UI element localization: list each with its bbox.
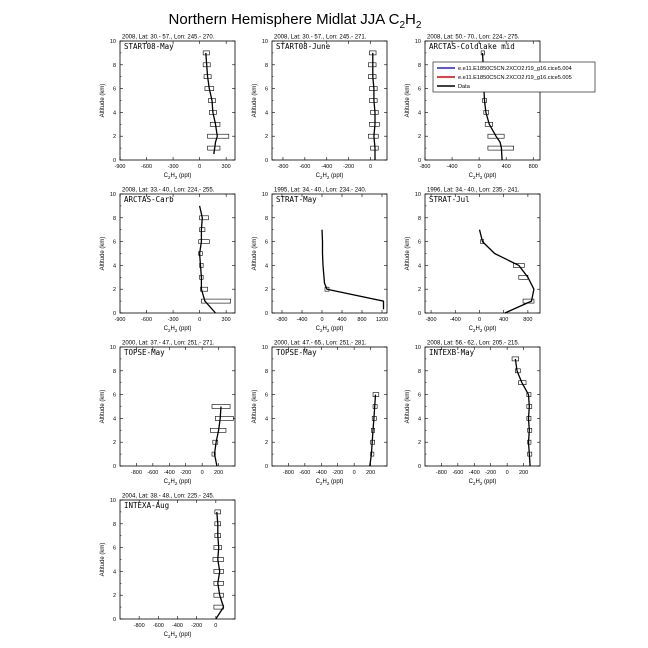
error-bar xyxy=(199,240,210,244)
x-axis-label-part: (ppt) xyxy=(329,173,344,179)
x-tick-label: -200 xyxy=(191,623,203,629)
panel-header: 1995, Lat: 34.- 40., Lon: 234.- 240. xyxy=(274,187,367,194)
y-tick-label: 8 xyxy=(417,62,421,69)
y-tick-label: 0 xyxy=(417,311,421,317)
legend xyxy=(433,62,595,92)
y-tick-label: 2 xyxy=(112,440,116,447)
x-axis-label xyxy=(164,479,192,486)
x-axis-label-part: 2 xyxy=(167,328,171,333)
x-axis-label-part: (ppt) xyxy=(482,479,497,485)
y-tick-label: 0 xyxy=(264,311,268,317)
x-axis-label xyxy=(316,326,344,333)
error-bar xyxy=(214,593,224,597)
panel-label: START08-June xyxy=(276,42,331,51)
panel-label: INTEXA-Aug xyxy=(124,501,170,510)
x-tick-label: -400 xyxy=(321,164,333,170)
panel-header: 2008, Lat: 30.- 57., Lon: 245.- 271. xyxy=(274,34,367,41)
legend-label: e.e11.E1850C5CN.2XCO2.f19_g16.cice5.005 xyxy=(458,75,572,81)
x-tick-label: 300 xyxy=(221,164,231,170)
y-tick-label: 0 xyxy=(264,158,268,164)
y-tick-label: 10 xyxy=(414,192,421,198)
x-axis-label-part: 2 xyxy=(167,481,171,486)
x-axis-label-part: 2 xyxy=(326,328,330,333)
panel-label: INTEXB-May xyxy=(429,348,475,357)
x-axis-label-part: H xyxy=(170,326,175,332)
legend-label: e.e11.E1850C5CN.2XCO2.f19_g16.cice5.004 xyxy=(458,66,572,72)
panel-9 xyxy=(405,341,540,487)
x-tick-label: -600 xyxy=(452,470,464,476)
y-tick-label: 4 xyxy=(112,416,116,423)
x-axis-label-part: C xyxy=(468,173,473,179)
y-tick-label: 10 xyxy=(109,345,116,351)
y-tick-label: 0 xyxy=(112,311,116,317)
y-tick-label: 4 xyxy=(417,110,421,117)
y-tick-label: 6 xyxy=(417,86,421,93)
y-tick-label: 10 xyxy=(261,192,268,198)
panel-header: 2008, Lat: 30.- 57., Lon: 245.- 270. xyxy=(122,34,215,41)
y-tick-label: 8 xyxy=(112,521,116,528)
x-axis-label-part: 2 xyxy=(479,328,483,333)
x-axis-label-part: 2 xyxy=(326,175,330,180)
y-tick-label: 6 xyxy=(112,392,116,399)
x-axis-label-part: 2 xyxy=(174,175,178,180)
y-tick-label: 4 xyxy=(264,263,268,270)
y-tick-label: 2 xyxy=(417,440,421,447)
y-axis-label: Altitude (km) xyxy=(100,542,106,577)
x-tick-label: 800 xyxy=(523,317,533,323)
y-tick-label: 6 xyxy=(417,239,421,246)
y-tick-label: 6 xyxy=(112,239,116,246)
error-bar xyxy=(215,510,221,514)
x-tick-label: -600 xyxy=(152,623,164,629)
panel-label: ARCTAS-Coldlake mid xyxy=(429,42,515,51)
y-axis-label: Altitude (km) xyxy=(405,83,411,118)
y-axis-label: Altitude (km) xyxy=(252,83,258,118)
x-tick-label: 0 xyxy=(477,164,481,170)
x-tick-label: -300 xyxy=(167,164,179,170)
x-tick-label: -400 xyxy=(163,470,175,476)
y-tick-label: 2 xyxy=(112,287,116,294)
data-profile-line xyxy=(200,206,216,313)
x-axis-label-part: H xyxy=(475,326,480,332)
data-profile-line xyxy=(515,359,530,466)
x-tick-label: -800 xyxy=(419,164,431,170)
x-axis-label-part: C xyxy=(163,632,168,638)
data-profile-line xyxy=(373,53,375,160)
x-tick-label: -800 xyxy=(130,470,142,476)
x-tick-label: 0 xyxy=(200,470,204,476)
x-tick-label: 200 xyxy=(213,470,224,476)
y-tick-label: 0 xyxy=(112,158,116,164)
y-tick-label: 0 xyxy=(112,464,116,470)
y-tick-label: 2 xyxy=(417,287,421,294)
plot-frame xyxy=(425,194,540,313)
y-tick-label: 8 xyxy=(112,368,116,375)
x-axis-label-part: H xyxy=(322,479,327,485)
x-axis-label-part: C xyxy=(468,479,473,485)
error-bar xyxy=(200,216,209,220)
y-tick-label: 4 xyxy=(264,416,268,423)
y-tick-label: 0 xyxy=(112,617,116,623)
x-tick-label: 0 xyxy=(198,317,202,323)
x-tick-label: -800 xyxy=(276,317,288,323)
x-axis-label xyxy=(469,173,497,180)
x-axis-label-part: 2 xyxy=(167,634,171,639)
y-tick-label: 2 xyxy=(112,593,116,600)
y-tick-label: 10 xyxy=(109,192,116,198)
y-axis-label: Altitude (km) xyxy=(405,389,411,424)
panel-header: 2008, Lat: 56.- 62., Lon: 205.- 215. xyxy=(427,340,520,347)
y-tick-label: 10 xyxy=(109,39,116,45)
x-axis-label-part: C xyxy=(163,326,168,332)
error-bar xyxy=(208,146,220,150)
x-tick-label: 0 xyxy=(477,317,482,323)
x-axis-label-part: C xyxy=(315,479,320,485)
data-profile-line xyxy=(215,407,222,467)
y-tick-label: 6 xyxy=(264,86,268,93)
x-axis-label-part: 2 xyxy=(174,328,178,333)
y-tick-label: 6 xyxy=(264,239,268,246)
y-tick-label: 4 xyxy=(112,263,116,270)
panel-header: 2004, Lat: 38.- 48., Lon: 225.- 245. xyxy=(122,493,215,500)
y-tick-label: 6 xyxy=(417,392,421,399)
y-axis-label: Altitude (km) xyxy=(252,236,258,271)
y-tick-label: 0 xyxy=(417,464,421,470)
x-axis-label-part: (ppt) xyxy=(329,326,344,332)
panel-7 xyxy=(100,341,235,487)
panel-2 xyxy=(252,35,387,181)
y-tick-label: 8 xyxy=(264,368,268,375)
x-tick-label: -800 xyxy=(435,470,447,476)
plot-frame xyxy=(425,347,540,466)
error-bar xyxy=(214,569,224,573)
plot-frame xyxy=(272,194,387,313)
error-bar xyxy=(214,546,222,550)
x-tick-label: 300 xyxy=(221,317,231,323)
y-axis-label: Altitude (km) xyxy=(252,389,258,424)
y-tick-label: 10 xyxy=(261,345,268,351)
panel-header: 2008, Lat: 33.- 40., Lon: 224.- 255. xyxy=(122,187,215,194)
y-axis-label: Altitude (km) xyxy=(405,236,411,271)
x-tick-label: 400 xyxy=(501,164,511,170)
x-tick-label: -800 xyxy=(277,164,289,170)
x-tick-label: -400 xyxy=(315,470,327,476)
x-tick-label: 200 xyxy=(365,470,376,476)
y-tick-label: 4 xyxy=(264,110,268,117)
x-axis-label-part: C xyxy=(163,479,168,485)
figure-title: Northern Hemisphere Midlat JJA $C_2H_2$ xyxy=(168,11,422,31)
y-tick-label: 6 xyxy=(112,86,116,93)
y-tick-label: 2 xyxy=(112,134,116,141)
x-tick-label: -600 xyxy=(141,317,153,323)
x-tick-label: -300 xyxy=(167,317,179,323)
x-tick-label: 0 xyxy=(352,470,356,476)
x-axis-label-part: C xyxy=(315,173,320,179)
x-tick-label: -600 xyxy=(299,164,311,170)
y-tick-label: 8 xyxy=(417,215,421,222)
y-tick-label: 4 xyxy=(112,569,116,576)
x-axis-label-part: H xyxy=(170,173,175,179)
panel-label: ARCTAS-Carb xyxy=(124,195,174,204)
x-axis-label-part: H xyxy=(322,173,327,179)
x-tick-label: 400 xyxy=(337,317,347,323)
x-tick-label: 0 xyxy=(320,317,324,323)
plot-frame xyxy=(272,347,387,466)
x-axis-label-part: H xyxy=(475,173,480,179)
x-tick-label: -600 xyxy=(141,164,153,170)
y-tick-label: 6 xyxy=(112,545,116,552)
x-axis-label-part: (ppt) xyxy=(177,632,192,638)
x-tick-label: 0 xyxy=(198,164,202,170)
x-tick-label: 0 xyxy=(214,623,218,629)
panel-label: START08-May xyxy=(124,42,174,51)
panel-label: STRAT-May xyxy=(276,195,317,204)
x-axis-label-part: 2 xyxy=(319,481,323,486)
x-axis-label-part: 2 xyxy=(326,481,330,486)
x-axis-label xyxy=(469,479,497,486)
y-tick-label: 2 xyxy=(264,440,268,447)
x-axis-label-part: (ppt) xyxy=(482,326,497,332)
x-tick-label: -200 xyxy=(343,164,355,170)
panel-10 xyxy=(100,494,235,640)
x-axis-label-part: (ppt) xyxy=(177,479,192,485)
panel-header: 1996, Lat: 34.- 40., Lon: 235.- 241. xyxy=(427,187,520,194)
panel-5 xyxy=(252,188,388,334)
x-axis-label-part: 2 xyxy=(174,634,178,639)
x-axis-label xyxy=(164,326,192,333)
x-tick-label: -800 xyxy=(425,317,437,323)
y-tick-label: 8 xyxy=(112,215,116,222)
x-tick-label: 800 xyxy=(357,317,367,323)
x-axis-label-part: (ppt) xyxy=(482,173,497,179)
panel-label: TOPSE-May xyxy=(124,348,165,357)
plot-frame xyxy=(120,41,235,160)
x-tick-label: -200 xyxy=(485,470,497,476)
panels xyxy=(100,35,540,640)
panel-label: TOPSE-May xyxy=(276,348,317,357)
data-profile-line xyxy=(206,53,218,154)
error-bar xyxy=(215,416,233,420)
error-bar xyxy=(200,228,205,232)
x-axis-label-part: H xyxy=(322,326,327,332)
x-axis-label-part: C xyxy=(315,326,320,332)
x-tick-label: -400 xyxy=(468,470,480,476)
y-axis-label: Altitude (km) xyxy=(100,389,106,424)
error-bar xyxy=(208,134,229,138)
x-axis-label-part: 2 xyxy=(319,175,323,180)
panel-label: STRAT-Jul xyxy=(429,195,470,204)
y-tick-label: 10 xyxy=(414,39,421,45)
y-axis-label: Altitude (km) xyxy=(100,83,106,118)
panel-header: 2000, Lat: 47.- 65., Lon: 251.- 281. xyxy=(274,340,367,347)
x-tick-label: -600 xyxy=(299,470,311,476)
panel-3 xyxy=(405,35,540,181)
y-tick-label: 2 xyxy=(417,134,421,141)
x-tick-label: 0 xyxy=(505,470,509,476)
x-tick-label: -800 xyxy=(282,470,294,476)
x-axis-label xyxy=(469,326,497,333)
x-axis-label-part: 2 xyxy=(472,481,476,486)
x-tick-label: 800 xyxy=(528,164,538,170)
y-tick-label: 8 xyxy=(264,215,268,222)
y-tick-label: 2 xyxy=(264,287,268,294)
panel-4 xyxy=(100,188,235,334)
y-tick-label: 2 xyxy=(264,134,268,141)
panel-header: 2008, Lat: 50.- 70., Lon: 224.- 275. xyxy=(427,34,520,41)
x-axis-label-part: H xyxy=(475,479,480,485)
x-tick-label: -800 xyxy=(133,623,145,629)
legend-label: Data xyxy=(458,84,470,90)
panel-1 xyxy=(100,35,235,181)
y-tick-label: 4 xyxy=(417,416,421,423)
x-tick-label: 200 xyxy=(518,470,529,476)
x-axis-label-part: (ppt) xyxy=(177,326,192,332)
x-tick-label: -400 xyxy=(446,164,458,170)
y-tick-label: 0 xyxy=(264,464,268,470)
x-axis-label-part: 2 xyxy=(479,481,483,486)
panel-6 xyxy=(405,188,540,334)
x-axis-label-part: (ppt) xyxy=(329,479,344,485)
panel-8 xyxy=(252,341,387,487)
x-axis-label xyxy=(316,479,344,486)
x-tick-label: -600 xyxy=(147,470,159,476)
y-tick-label: 6 xyxy=(264,392,268,399)
y-tick-label: 8 xyxy=(417,368,421,375)
x-tick-label: 400 xyxy=(499,317,509,323)
x-axis-label xyxy=(164,632,192,639)
data-profile-line xyxy=(322,230,384,310)
y-tick-label: 8 xyxy=(112,62,116,69)
x-tick-label: -900 xyxy=(114,164,126,170)
x-axis-label-part: 2 xyxy=(472,328,476,333)
x-tick-label: -200 xyxy=(332,470,344,476)
x-axis-label xyxy=(316,173,344,180)
plot-frame xyxy=(120,194,235,313)
x-axis-label-part: (ppt) xyxy=(177,173,192,179)
y-tick-label: 8 xyxy=(264,62,268,69)
y-tick-label: 0 xyxy=(417,158,421,164)
y-tick-label: 4 xyxy=(112,110,116,117)
x-axis-label-part: C xyxy=(468,326,473,332)
x-axis-label-part: 2 xyxy=(472,175,476,180)
x-axis-label xyxy=(164,173,192,180)
x-axis-label-part: H xyxy=(170,632,175,638)
x-axis-label-part: 2 xyxy=(167,175,171,180)
x-axis-label-part: C xyxy=(163,173,168,179)
x-axis-label-part: 2 xyxy=(174,481,178,486)
data-profile-line xyxy=(216,512,224,619)
error-bar xyxy=(214,581,224,585)
y-tick-label: 10 xyxy=(414,345,421,351)
x-tick-label: -400 xyxy=(296,317,308,323)
y-tick-label: 10 xyxy=(109,498,116,504)
x-tick-label: -900 xyxy=(114,317,126,323)
x-tick-label: 1200 xyxy=(375,317,389,323)
x-tick-label: -400 xyxy=(171,623,184,629)
y-tick-label: 10 xyxy=(261,39,268,45)
x-tick-label: -200 xyxy=(180,470,192,476)
x-tick-label: 0 xyxy=(369,164,373,170)
panel-header: 2000, Lat: 37.- 47., Lon: 251.- 271. xyxy=(122,340,215,347)
x-tick-label: -400 xyxy=(449,317,461,323)
x-axis-label-part: 2 xyxy=(479,175,483,180)
y-axis-label: Altitude (km) xyxy=(100,236,106,271)
x-axis-label-part: 2 xyxy=(319,328,323,333)
x-axis-label-part: H xyxy=(170,479,175,485)
y-tick-label: 4 xyxy=(417,263,421,270)
